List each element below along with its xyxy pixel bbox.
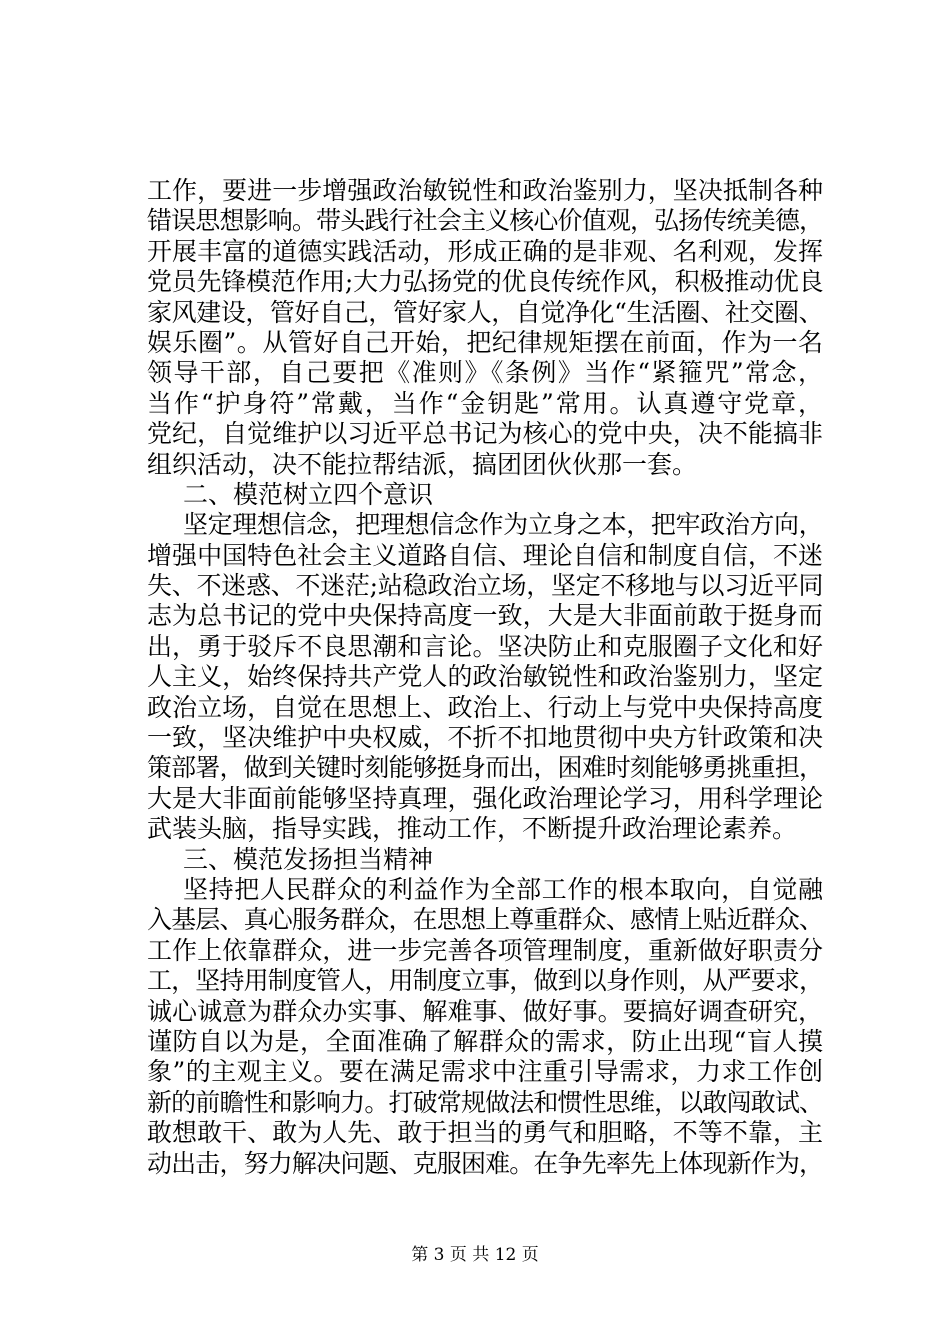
text-line: 组织活动，决不能拉帮结派，搞团团伙伙那一套。 — [147, 449, 698, 479]
section-heading: 二、模范树立四个意识 — [183, 479, 434, 509]
text-line: 坚定理想信念，把理想信念作为立身之本，把牢政治方向， — [183, 510, 823, 540]
page-footer: 第 3 页 共 12 页 — [411, 1245, 539, 1265]
text-line: 大是大非面前能够坚持真理，强化政治理论学习，用科学理论 — [147, 783, 823, 813]
text-line: 当作“护身符”常戴，当作“金钥匙”常用。认真遵守党章， — [147, 388, 823, 418]
document-body — [147, 176, 823, 1179]
text-line: 敢想敢干、敢为人先、敢于担当的勇气和胆略，不等不靠，主 — [147, 1118, 823, 1148]
text-line: 错误思想影响。带头践行社会主义核心价值观，弘扬传统美德， — [147, 206, 823, 236]
text-line: 政治立场，自觉在思想上、政治上、行动上与党中央保持高度 — [147, 692, 823, 722]
text-line: 入基层、真心服务群众，在思想上尊重群众、感情上贴近群众、 — [147, 905, 823, 935]
text-line: 工，坚持用制度管人，用制度立事，做到以身作则，从严要求， — [147, 966, 823, 996]
text-line: 谨防自以为是，全面准确了解群众的需求，防止出现“盲人摸 — [147, 1026, 823, 1056]
text-line: 动出击，努力解决问题、克服困难。在争先率先上体现新作为， — [147, 1148, 823, 1178]
text-line: 策部署，做到关键时刻能够挺身而出，困难时刻能够勇挑重担， — [147, 753, 823, 783]
text-line: 工作，要进一步增强政治敏锐性和政治鉴别力，坚决抵制各种 — [147, 176, 823, 205]
text-line: 一致，坚决维护中央权威，不折不扣地贯彻中央方针政策和决 — [147, 723, 823, 753]
text-line: 党员先锋模范作用;大力弘扬党的优良传统作风，积极推动优良 — [147, 267, 823, 297]
text-line: 领导干部，自己要把《准则》《条例》当作“紧箍咒”常念， — [147, 358, 823, 388]
text-line: 娱乐圈”。从管好自己开始，把纪律规矩摆在前面，作为一名 — [147, 327, 823, 357]
text-line: 人主义，始终保持共产党人的政治敏锐性和政治鉴别力，坚定 — [147, 662, 823, 692]
section-heading: 三、模范发扬担当精神 — [183, 844, 434, 874]
text-line: 坚持把人民群众的利益作为全部工作的根本取向，自觉融 — [183, 874, 823, 904]
text-line: 象”的主观主义。要在满足需求中注重引导需求，力求工作创 — [147, 1057, 823, 1087]
text-line: 增强中国特色社会主义道路自信、理论自信和制度自信，不迷 — [147, 540, 823, 570]
text-line: 出，勇于驳斥不良思潮和言论。坚决防止和克服圈子文化和好 — [147, 631, 823, 661]
text-line: 失、不迷惑、不迷茫;站稳政治立场，坚定不移地与以习近平同 — [147, 571, 823, 601]
text-line: 党纪，自觉维护以习近平总书记为核心的党中央，决不能搞非 — [147, 419, 823, 449]
text-line: 开展丰富的道德实践活动，形成正确的是非观、名利观，发挥 — [147, 236, 823, 266]
text-line: 志为总书记的党中央保持高度一致，大是大非面前敢于挺身而 — [147, 601, 823, 631]
text-line: 新的前瞻性和影响力。打破常规做法和惯性思维，以敢闯敢试、 — [147, 1087, 823, 1117]
text-line: 诚心诚意为群众办实事、解难事、做好事。要搞好调查研究， — [147, 996, 823, 1026]
text-line: 工作上依靠群众，进一步完善各项管理制度，重新做好职责分 — [147, 935, 823, 965]
text-line: 家风建设，管好自己，管好家人，自觉净化“生活圈、社交圈、 — [147, 297, 823, 327]
text-line: 武装头脑，指导实践，推动工作，不断提升政治理论素养。 — [147, 814, 798, 844]
